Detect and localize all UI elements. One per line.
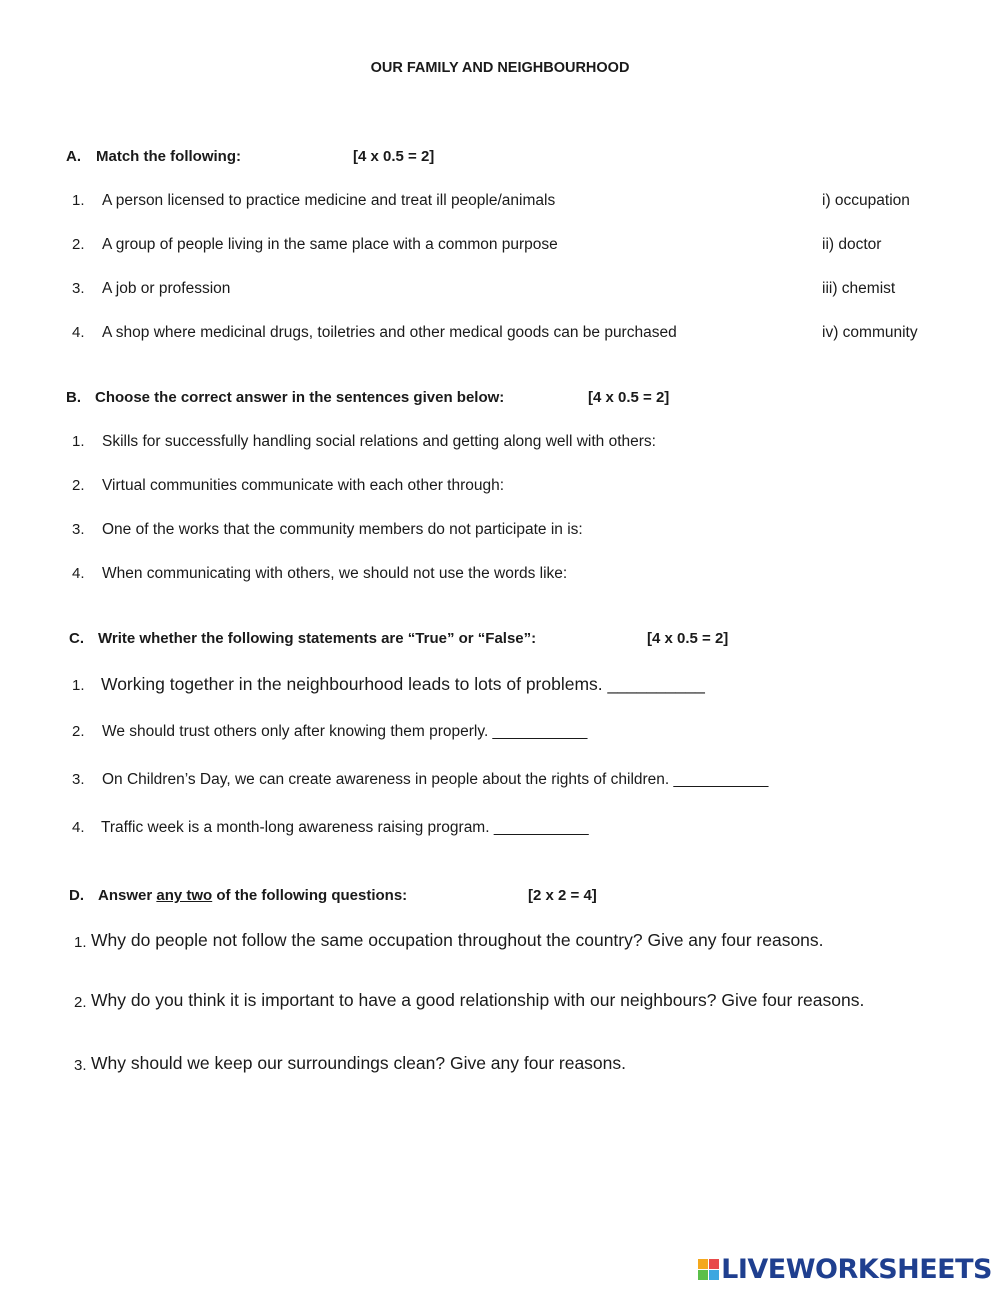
logo-mark-icon — [698, 1259, 719, 1280]
liveworksheets-logo — [698, 1254, 992, 1285]
match-option: iii) chemist — [822, 280, 896, 297]
logo-square-i — [709, 1259, 719, 1269]
section-d-title: Answer any two of the following questions: — [98, 887, 408, 904]
section-a-title: Match the following: — [96, 148, 241, 165]
logo-square-v — [698, 1270, 708, 1280]
underlined-phrase: any two — [156, 887, 213, 904]
logo-text: LIVEWORKSHEETS — [721, 1254, 992, 1285]
section-b-title: Choose the correct answer in the sentences given below: — [95, 389, 505, 406]
match-option: i) occupation — [822, 192, 910, 209]
worksheet-title: OUR FAMILY AND NEIGHBOURHOOD — [370, 60, 630, 76]
section-c-title: Write whether the following statements are “True” or “False”: — [98, 630, 537, 647]
logo-square-e — [709, 1270, 719, 1280]
match-option: iv) community — [822, 324, 918, 341]
section-c-label: C. — [69, 630, 84, 647]
section-b-marks: [4 x 0.5 = 2] — [588, 389, 670, 406]
logo-square-l — [698, 1259, 708, 1269]
section-a-marks: [4 x 0.5 = 2] — [353, 148, 435, 165]
match-option: ii) doctor — [822, 236, 882, 253]
section-c-marks: [4 x 0.5 = 2] — [647, 630, 729, 647]
section-b-label: B. — [66, 389, 81, 406]
section-d-marks: [2 x 2 = 4] — [528, 887, 597, 904]
section-d-label: D. — [69, 887, 84, 904]
section-a-label: A. — [66, 148, 81, 165]
